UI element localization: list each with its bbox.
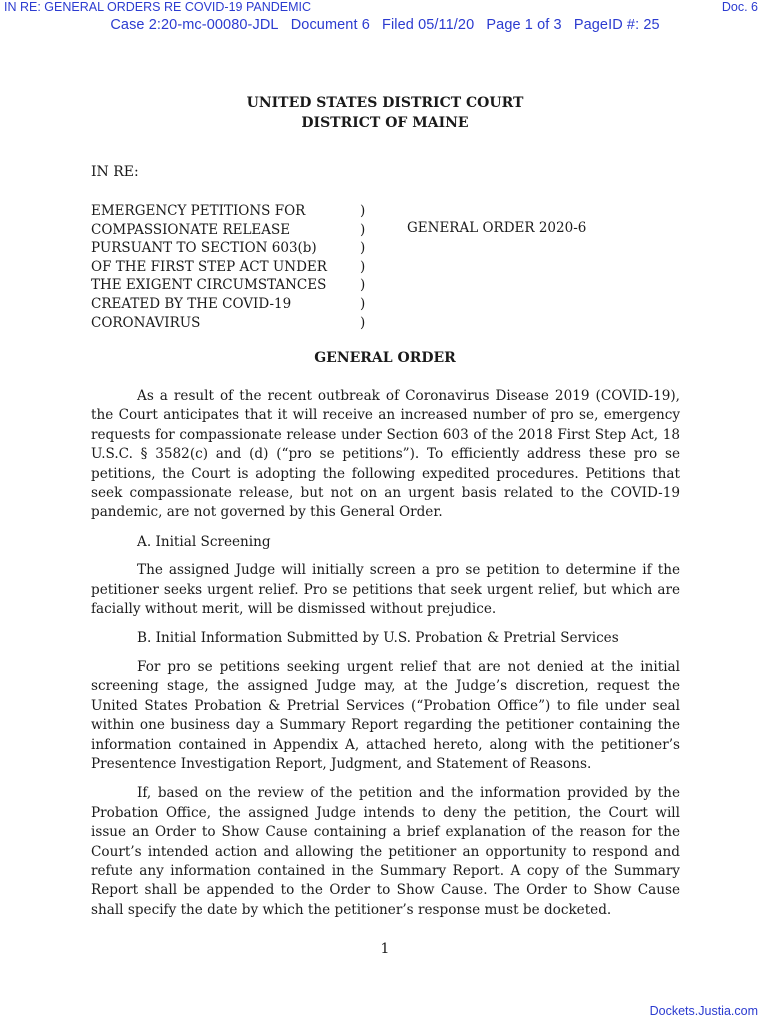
- caption-brackets: [360, 202, 365, 332]
- filed-date: Filed 05/11/20: [382, 17, 475, 33]
- document-number: Document 6: [290, 17, 370, 33]
- caption-line: OF THE FIRST STEP ACT UNDER: [91, 258, 327, 275]
- general-order-number: GENERAL ORDER 2020-6: [407, 220, 587, 236]
- caption-line: EMERGENCY PETITIONS FOR: [91, 203, 306, 219]
- caption-line: PURSUANT TO SECTION 603(b): [91, 240, 317, 257]
- caption-line: COMPASSIONATE RELEASE: [91, 221, 291, 238]
- justia-footer-link[interactable]: Dockets.Justia.com: [649, 1004, 758, 1018]
- section-title: GENERAL ORDER: [314, 350, 456, 366]
- caption-line: CORONAVIRUS: [91, 314, 201, 331]
- court-district: DISTRICT OF MAINE: [301, 115, 469, 131]
- subheading-initial-screening: A. Initial Screening: [137, 533, 271, 550]
- caption-paren: ): [360, 240, 366, 257]
- document-header: [0, 0, 770, 40]
- page-count: Page 1 of 3: [486, 17, 562, 33]
- paragraph: For pro se petitions seeking urgent relief that are not denied at the initial screening stage, the assigned Judge may, at the Judge’s discretion, request the United States Probation & Pretrial Services (“Probation Office”) to file under seal within one business day a Summary Report regarding the petitioner containing the information contained in Appendix A, attached hereto, along with the petitioner’s Presentence Investigation Report, Judgment, and Statement of Reasons.: [91, 658, 680, 772]
- case-caption: [91, 202, 327, 332]
- paragraph: As a result of the recent outbreak of Coronavirus Disease 2019 (COVID-19), the Court anticipates that it will receive an increased number of pro se, emergency requests for compassionate release under Section 603 of the 2018 First Step Act, 18 U.S.C. § 3582(c) and (d) (“pro se petitions”). To efficiently address these pro se petitions, the Court is adopting the following expedited procedures. Petitions that seek compassionate release, but not on an urgent basis related to the COVID-19 pandemic, are not governed by this General Order.: [91, 388, 680, 521]
- subheading-initial-information: B. Initial Information Submitted by U.S. Probation & Pretrial Services: [137, 630, 619, 647]
- court-heading: [0, 93, 770, 133]
- case-number: Case 2:20-mc-00080-JDL: [110, 17, 279, 33]
- doc-number-link[interactable]: Doc. 6: [721, 0, 758, 14]
- court-name: UNITED STATES DISTRICT COURT: [246, 95, 524, 111]
- caption-paren: ): [360, 277, 366, 294]
- caption-paren: ): [360, 314, 366, 331]
- case-stamp: [0, 17, 770, 33]
- caption-paren: ): [360, 203, 366, 219]
- caption-paren: ): [360, 295, 366, 312]
- paragraph: If, based on the review of the petition and the information provided by the Probation Office, the assigned Judge intends to deny the petition, the Court will issue an Order to Show Cause containing a brief explanation of the reason for the Court’s intended action and allowing the petitioner an opportunity to respond and refute any information contained in the Summary Report. A copy of the Summary Report shall be appended to the Order to Show Cause. The Order to Show Cause shall specify the date by which the petitioner’s response must be docketed.: [91, 785, 680, 918]
- paragraph: The assigned Judge will initially screen a pro se petition to determine if the petitioner seeks urgent relief. Pro se petitions that seek urgent relief, but which are facially without merit, will be dismissed without prejudice.: [91, 562, 680, 618]
- caption-line: CREATED BY THE COVID-19: [91, 295, 292, 312]
- caption-line: THE EXIGENT CIRCUMSTANCES: [91, 277, 327, 294]
- in-re-label: IN RE:: [91, 164, 139, 180]
- order-body: [91, 387, 680, 930]
- caption-paren: ): [360, 221, 366, 238]
- case-title-link[interactable]: IN RE: GENERAL ORDERS RE COVID-19 PANDEMIC: [4, 0, 312, 14]
- page-id: PageID #: 25: [573, 17, 660, 33]
- page-number: 1: [380, 941, 390, 957]
- caption-paren: ): [360, 258, 366, 275]
